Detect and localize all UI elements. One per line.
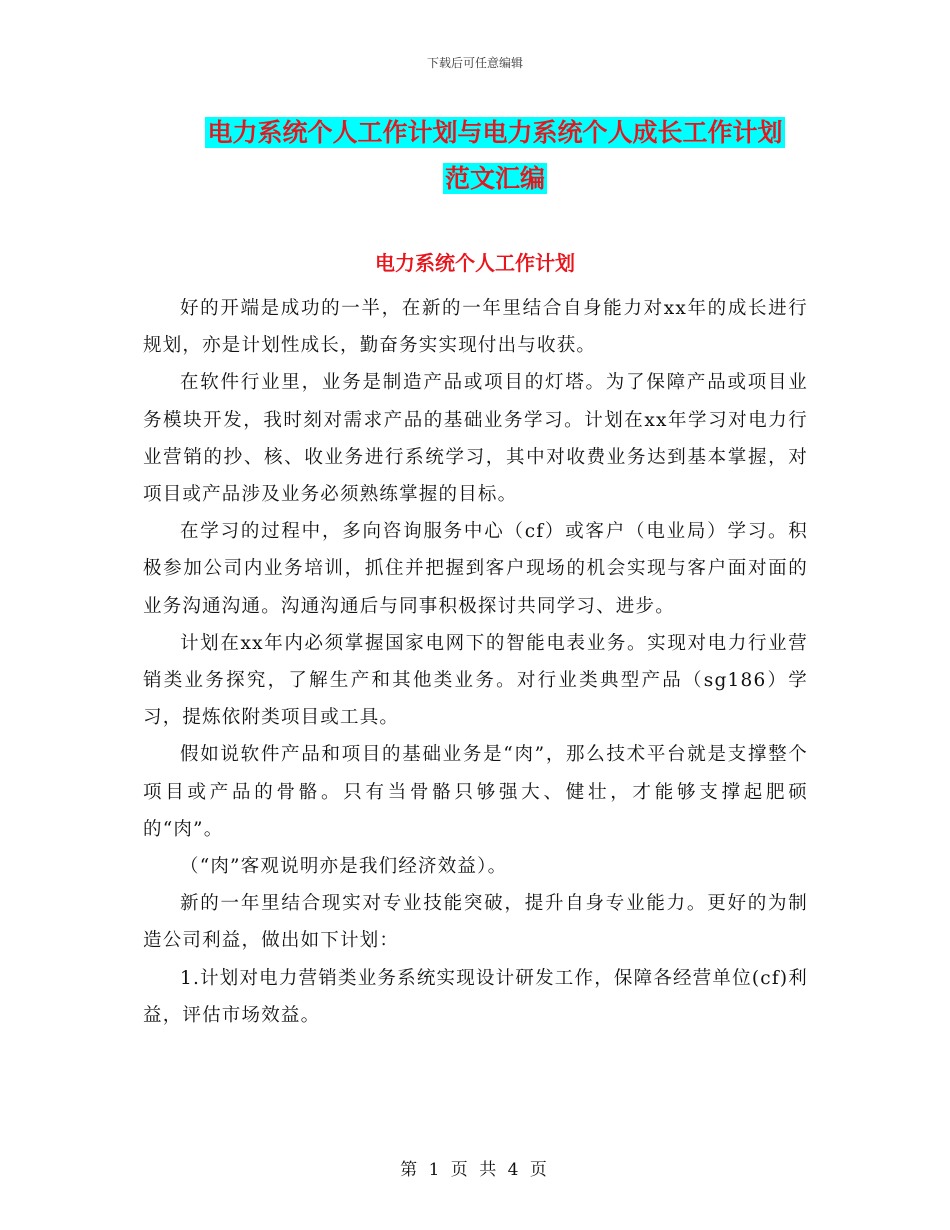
paragraph: 假如说软件产品和项目的基础业务是“肉”，那么技术平台就是支撑整个项目或产品的骨骼。只有当骨骼只够强大、健壮，才能够支撑起肥硕的“肉”。 [143,744,808,840]
title-line-2: 范文汇编 [444,164,545,193]
section-title: 电力系统个人工作计划 [375,251,575,275]
paragraph: 1.计划对电力营销类业务系统实现设计研发工作，保障各经营单位(cf)利益，评估市场效益。 [143,967,808,1026]
paragraph: 好的开端是成功的一半，在新的一年里结合自身能力对xx年的成长进行规划，亦是计划性成长，勤奋务实实现付出与收获。 [143,298,808,357]
page-footer: 第 1 页 共 4 页 [400,1160,550,1180]
paragraph: 在软件行业里，业务是制造产品或项目的灯塔。为了保障产品或项目业务模块开发，我时刻对需求产品的基础业务学习。计划在xx年学习对电力行业营销的抄、核、收业务进行系统学习，其中对收费业务达到基本掌握，对项目或产品涉及业务必须熟练掌握的目标。 [143,372,808,506]
document-title [150,110,840,202]
paragraph: 新的一年里结合现实对专业技能突破，提升自身专业能力。更好的为制造公司利益，做出如下计划： [143,893,808,952]
paragraph: 计划在xx年内必须掌握国家电网下的智能电表业务。实现对电力行业营销类业务探究，了解生产和其他类业务。对行业类典型产品（sg186）学习，提炼依附类项目或工具。 [143,632,808,729]
paragraph: 在学习的过程中，多向咨询服务中心（cf）或客户（电业局）学习。积极参加公司内业务培训，抓住并把握到客户现场的机会实现与客户面对面的业务沟通沟通。沟通沟通后与同事积极探讨共同学习、进步。 [143,521,808,617]
body-text [143,290,808,1034]
header-note: 下载后可任意编辑 [426,56,523,70]
paragraph: （“肉”客观说明亦是我们经济效益）。 [180,856,508,878]
title-line-1: 电力系统个人工作计划与电力系统个人成长工作计划 [207,118,783,147]
